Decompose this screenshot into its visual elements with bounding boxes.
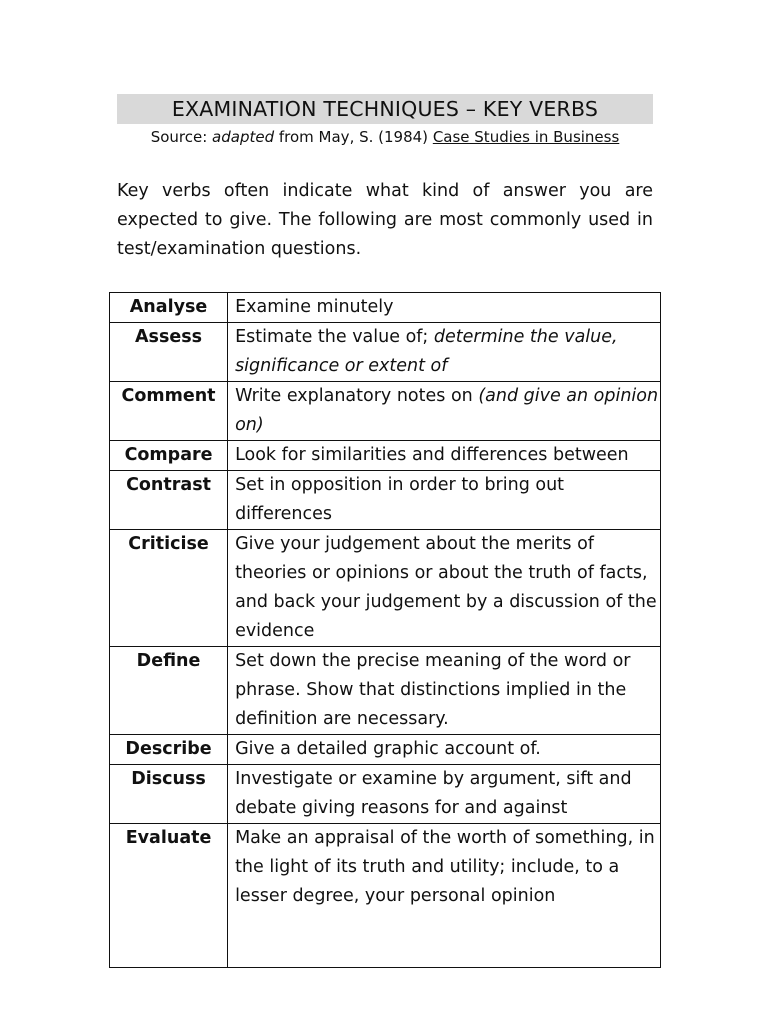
source-book-title: Case Studies in Business: [432, 128, 620, 146]
table-row: [110, 824, 661, 968]
verb-definition: [228, 824, 661, 968]
definition-italic: (and give an opinion on): [235, 386, 659, 435]
table-row: [110, 441, 661, 471]
verb-definition: [228, 382, 661, 441]
verb-term: Contrast: [110, 471, 228, 530]
verb-term: Analyse: [110, 293, 228, 323]
verb-term: Assess: [110, 323, 228, 382]
source-line: [117, 128, 653, 146]
source-adapted: adapted: [212, 128, 275, 146]
key-verbs-table: [109, 292, 661, 968]
table-row: [110, 293, 661, 323]
verb-term: Criticise: [110, 530, 228, 647]
verb-definition: [228, 647, 661, 735]
definition-text: Make an appraisal of the worth of something, in the light of its truth and utility; include, to a lesser degree, your personal opinion: [235, 828, 655, 906]
intro-paragraph: Key verbs often indicate what kind of answer you are expected to give. The following are most commonly used in test/examination questions.: [117, 181, 653, 259]
definition-text: Write explanatory notes on: [235, 386, 479, 406]
table-row: [110, 530, 661, 647]
verb-term: Describe: [110, 735, 228, 765]
definition-text: Set in opposition in order to bring out differences: [235, 475, 565, 524]
table-row: [110, 765, 661, 824]
verb-definition: [228, 441, 661, 471]
verb-definition: [228, 471, 661, 530]
verb-term: Define: [110, 647, 228, 735]
definition-text: Examine minutely: [235, 297, 394, 317]
verb-term: Compare: [110, 441, 228, 471]
page-title: EXAMINATION TECHNIQUES – KEY VERBS: [171, 97, 599, 121]
verb-term: Discuss: [110, 765, 228, 824]
table-row: [110, 735, 661, 765]
title-band: [117, 94, 653, 124]
source-prefix: Source:: [150, 128, 213, 146]
source-middle: from May, S. (1984): [274, 128, 433, 146]
verb-term: Evaluate: [110, 824, 228, 968]
table-row: [110, 382, 661, 441]
definition-italic: determine the value, significance or extent of: [235, 327, 618, 376]
definition-text: Give a detailed graphic account of.: [235, 739, 541, 759]
verb-definition: [228, 323, 661, 382]
definition-text: Estimate the value of;: [235, 327, 434, 347]
verb-definition: [228, 765, 661, 824]
table-row: [110, 471, 661, 530]
definition-text: Look for similarities and differences between: [235, 445, 629, 465]
table-row: [110, 647, 661, 735]
verb-term: Comment: [110, 382, 228, 441]
table-row: [110, 323, 661, 382]
verb-definition: [228, 293, 661, 323]
verb-definition: [228, 530, 661, 647]
definition-text: Set down the precise meaning of the word or phrase. Show that distinctions implied in the definition are necessary.: [235, 651, 631, 729]
definition-text: Give your judgement about the merits of theories or opinions or about the truth of facts, and back your judgement by a discussion of the evidence: [235, 534, 657, 641]
verb-definition: [228, 735, 661, 765]
definition-text: Investigate or examine by argument, sift and debate giving reasons for and against: [235, 769, 632, 818]
